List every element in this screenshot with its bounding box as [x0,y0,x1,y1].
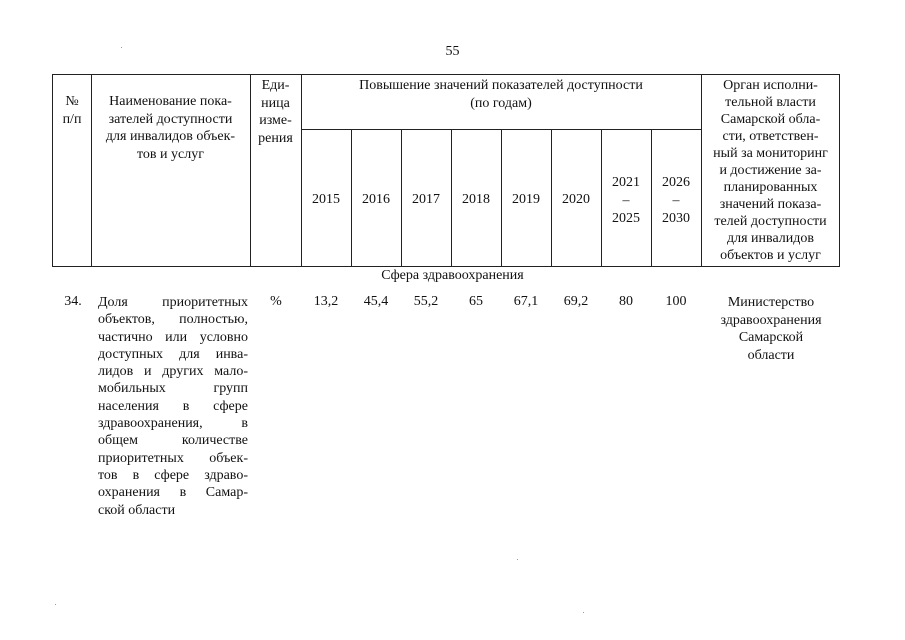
desc-line: охранения в Самар- [98,485,248,501]
row-unit: % [270,294,282,309]
value-2018: 65 [469,294,483,309]
scan-speck [55,604,56,605]
header-org-line: Орган исполни- [723,78,818,93]
desc-line: мобильных групп [98,381,248,397]
header-org-line: значений показа- [719,197,822,212]
org-line: здравоохранения [720,312,822,328]
desc-line: общем количестве [98,433,248,449]
header-num [53,93,91,128]
header-org-line: ный за мониторинг [713,146,828,161]
year-range-start: 2026 [662,175,690,190]
header-increase-line: Повышение значений показателей доступности [359,78,643,93]
page-number: 55 [445,44,460,59]
row-description [98,294,248,519]
header-increase [301,77,701,112]
desc-line: доступных для инва- [98,346,248,362]
desc-line: здравоохранения, в [98,416,248,432]
desc-line: лидов и других мало- [98,364,248,380]
year-2021-2025 [601,174,651,228]
year-range-dash: – [622,193,630,208]
header-name-line: Наименование пока- [109,94,232,109]
row-organization [706,294,836,364]
header-org-line: телей доступности [714,214,827,229]
desc-line: приоритетных объек- [98,450,248,466]
scan-speck [517,559,518,560]
year-2026-2030 [651,174,701,228]
value-2017: 55,2 [413,294,439,309]
row-number: 34. [64,294,82,309]
value-2015: 13,2 [313,294,339,309]
header-name-line: для инвалидов объек- [105,129,236,144]
value-2026-2030: 100 [665,294,687,309]
header-unit-line: Еди- [261,78,290,93]
header-org-line: для инвалидов [726,231,814,246]
desc-line: Доля приоритетных [98,295,248,310]
header-unit-line: рения [258,130,293,146]
desc-line: объектов, полностью, [98,312,248,328]
scan-speck [583,612,584,613]
header-name-line: тов и услуг [137,146,204,162]
desc-line: частично или условно [98,329,248,345]
desc-line: тов в сфере здраво- [98,467,248,483]
year-2016: 2016 [362,192,390,207]
year-range-end: 2030 [662,211,690,226]
value-2020: 69,2 [563,294,589,309]
header-org-line: планированных [723,180,818,195]
value-2021-2025: 80 [619,294,633,309]
org-line: Министерство [727,295,815,310]
indicator-table-header [52,74,840,267]
org-line: Самарской [738,330,804,345]
scan-speck [121,47,122,48]
header-name [91,93,250,163]
header-org-line: сти, ответствен- [722,129,819,144]
desc-line: ской области [98,502,176,518]
section-title: Сфера здравоохранения [381,268,524,283]
header-org [701,77,840,264]
year-range-end: 2025 [612,211,640,226]
header-unit [250,77,301,147]
year-range-start: 2021 [612,175,640,190]
year-range-dash: – [672,193,680,208]
header-org-line: объектов и услуг [720,248,821,263]
header-org-line: тельной власти [725,95,816,110]
year-2017: 2017 [412,192,440,207]
desc-line: населения в сфере [98,398,248,414]
org-line: области [747,347,795,363]
year-2020: 2020 [562,192,590,207]
header-num-line: № [65,94,79,109]
header-unit-line: ница [261,95,290,111]
header-increase-line: (по годам) [470,95,532,111]
value-2016: 45,4 [363,294,389,309]
year-2018: 2018 [462,192,490,207]
year-2019: 2019 [512,192,540,207]
header-name-line: зателей доступности [108,111,233,127]
year-2015: 2015 [312,192,340,207]
header-unit-line: изме- [259,113,292,128]
header-org-line: и достижение за- [719,163,822,178]
header-org-line: Самарской обла- [720,112,821,127]
header-num-line: п/п [62,111,82,127]
value-2019: 67,1 [513,294,539,309]
